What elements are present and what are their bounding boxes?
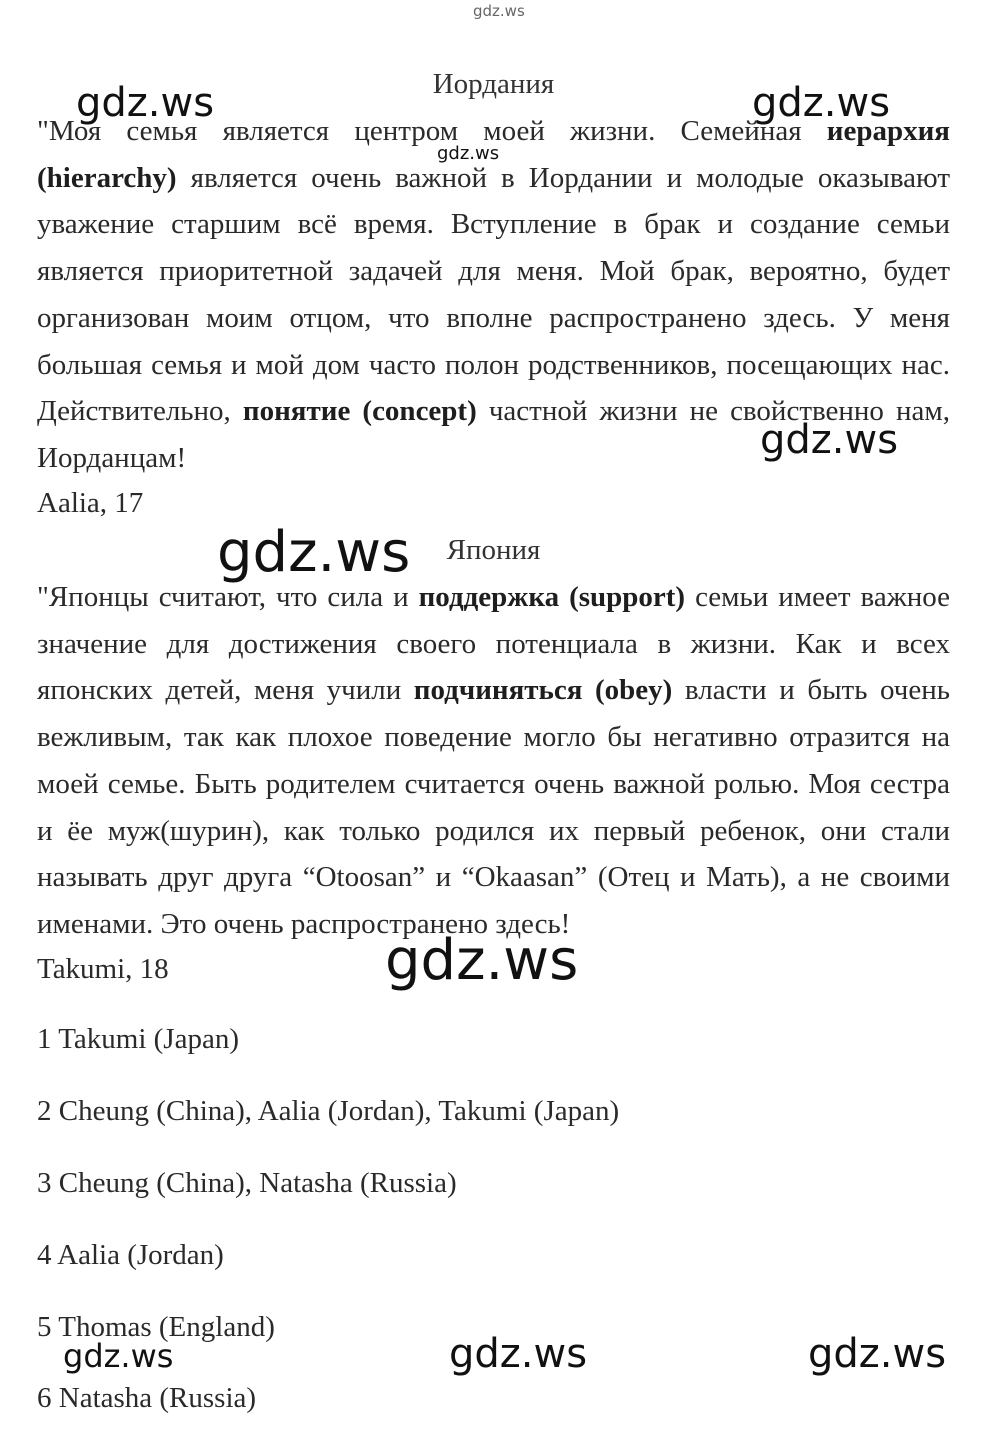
answer-item: 3 Cheung (China), Natasha (Russia) bbox=[37, 1167, 457, 1199]
paragraph-text: "Японцы считают, что сила и bbox=[37, 581, 419, 613]
watermark: gdz.ws bbox=[385, 928, 579, 993]
signature-aalia: Aalia, 17 bbox=[37, 487, 144, 519]
bold-term: понятие (concept) bbox=[242, 395, 477, 428]
answer-item: 1 Takumi (Japan) bbox=[37, 1023, 239, 1055]
answer-item: 2 Cheung (China), Aalia (Jordan), Takumi (Japan) bbox=[37, 1095, 620, 1127]
answer-item: 5 Thomas (England) bbox=[37, 1311, 275, 1343]
bold-term: поддержка (support) bbox=[418, 581, 686, 613]
paragraph-text: "Моя семья является центром моей жизни. Семейная bbox=[37, 115, 827, 147]
signature-takumi: Takumi, 18 bbox=[37, 953, 169, 985]
watermark: gdz.ws bbox=[449, 1331, 588, 1377]
answer-item: 6 Natasha (Russia) bbox=[37, 1382, 257, 1414]
bold-term: иерархия (hierarchy) bbox=[37, 115, 950, 194]
paragraph-text: власти и быть очень вежливым, так как плохое поведение могло бы негативно отразится на моей семье. Быть родителем считается очень важной ролью. Моя сестра и ёе муж(шурин), как только родился их первый ребенок, они стали называть друг друга “Otoosan” и “Okaasan” (Отец и Мать), а не своими именами. Это очень распространено здесь! bbox=[37, 674, 950, 940]
paragraph-text: является очень важной в Иордании и молодые оказывают уважение старшим всё время. Вступление в брак и создание семьи является приоритетной задачей для меня. Мой брак, вероятно, будет организован моим отцом, что вполне распространено здесь. У меня большая семья и мой дом часто полон родственников, посещающих нас. Действительно, bbox=[37, 161, 950, 428]
section-title-japan: Япония bbox=[446, 534, 541, 566]
section-title-jordan: Иордания bbox=[432, 68, 555, 100]
watermark: gdz.ws bbox=[752, 80, 891, 126]
paragraph-text: семьи имеет важное значение для достижения своего потенциала в жизни. Как и всех японских детей, меня учили bbox=[37, 581, 950, 707]
watermark: gdz.ws bbox=[473, 2, 525, 20]
watermark: gdz.ws bbox=[76, 80, 215, 126]
bold-term: подчиняться (obey) bbox=[413, 674, 673, 707]
watermark: gdz.ws bbox=[437, 143, 500, 164]
watermark: gdz.ws bbox=[760, 417, 899, 463]
paragraph-japan bbox=[37, 574, 950, 948]
watermark: gdz.ws bbox=[808, 1331, 947, 1377]
paragraph-text: частной жизни не свойственно нам, Иорданцам! bbox=[37, 395, 951, 474]
watermark: gdz.ws bbox=[63, 1337, 174, 1375]
watermark: gdz.ws bbox=[217, 520, 411, 585]
answer-item: 4 Aalia (Jordan) bbox=[37, 1239, 224, 1271]
